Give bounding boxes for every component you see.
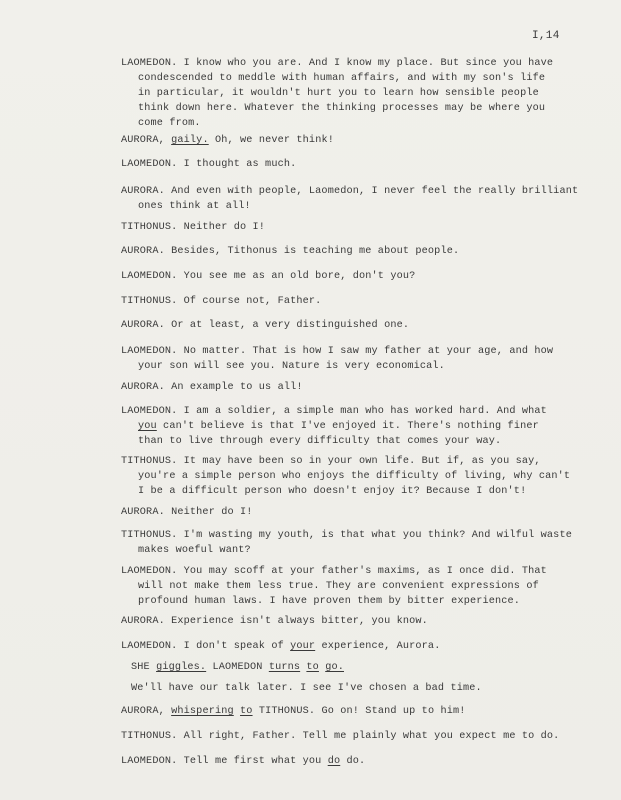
page-number: I,14	[532, 30, 560, 42]
line: AURORA. Or at least, a very distinguished one.	[121, 320, 410, 331]
line: profound human laws. I have proven them by bitter experience.	[138, 596, 521, 607]
speech-laomedon	[121, 157, 296, 172]
speech-tithonus	[121, 454, 570, 499]
line: TITHONUS. All right, Father. Tell me plainly what you expect me to do.	[121, 731, 560, 742]
emphasis: your	[290, 641, 316, 652]
line: LAOMEDON. I know who you are. And I know my place. But since you have	[121, 58, 554, 69]
emphasis: giggles.	[156, 662, 207, 673]
line: LAOMEDON. You may scoff at your father's maxims, as I once did. That	[121, 566, 547, 577]
line: ones think at all!	[138, 201, 251, 212]
line-text: experience, Aurora.	[315, 641, 441, 652]
speech-laomedon	[121, 56, 553, 131]
line	[121, 639, 440, 654]
line: TITHONUS. I'm wasting my youth, is that what you think? And wilful waste	[121, 530, 572, 541]
line: AURORA. And even with people, Laomedon, I never feel the really brilliant	[121, 186, 579, 197]
line-text: can't believe is that I've enjoyed it. There's nothing finer	[156, 421, 539, 432]
line: than to live through every difficulty that comes your way.	[138, 436, 502, 447]
line: LAOMEDON. I thought as much.	[121, 159, 297, 170]
stage-direction	[131, 660, 344, 675]
line: AURORA. An example to us all!	[121, 382, 303, 393]
line: makes woeful want?	[138, 545, 251, 556]
speech-laomedon	[121, 404, 547, 449]
emphasis: do	[327, 756, 341, 767]
speech-laomedon	[121, 564, 547, 609]
line-text: Oh, we never think!	[214, 135, 334, 146]
speaker-name: AURORA,	[121, 135, 165, 146]
line: TITHONUS. Neither do I!	[121, 222, 266, 233]
speech-laomedon	[121, 344, 553, 374]
line: We'll have our talk later. I see I've chosen a bad time.	[131, 683, 482, 694]
speech-laomedon	[121, 639, 440, 654]
line: LAOMEDON. I am a soldier, a simple man who has worked hard. And what	[121, 406, 547, 417]
speaker-name: AURORA,	[121, 706, 165, 717]
speech-aurora	[121, 133, 334, 148]
line: I be a difficult person who doesn't enjoy it? Because I don't!	[138, 486, 527, 497]
line: AURORA. Experience isn't always bitter, you know.	[121, 616, 428, 627]
stage-direction: whispering	[171, 706, 234, 717]
line: AURORA. Besides, Tithonus is teaching me about people.	[121, 246, 460, 257]
speech-tithonus	[121, 729, 559, 744]
line-text: LAOMEDON. Tell me first what you	[121, 756, 328, 767]
emphasis: turns	[268, 662, 301, 673]
stage-direction: gaily.	[171, 135, 209, 146]
line: you're a simple person who enjoys the difficulty of living, why can't	[138, 471, 571, 482]
speech-aurora	[121, 380, 303, 395]
line: your son will see you. Nature is very economical.	[138, 361, 445, 372]
line	[121, 704, 466, 719]
line-text: TITHONUS. Go on! Stand up to him!	[258, 706, 466, 717]
line: think down here. Whatever the thinking processes may be where you	[138, 103, 546, 114]
line: TITHONUS. Of course not, Father.	[121, 296, 322, 307]
line: come from.	[138, 118, 201, 129]
stage-direction: to	[240, 706, 253, 717]
line-text: LAOMEDON	[212, 662, 263, 673]
speech-aurora	[121, 505, 253, 520]
emphasis: to	[306, 662, 319, 673]
speech-laomedon-continued	[131, 681, 482, 696]
line: LAOMEDON. No matter. That is how I saw my father at your age, and how	[121, 346, 554, 357]
line: TITHONUS. It may have been so in your own life. But if, as you say,	[121, 456, 541, 467]
speech-aurora	[121, 318, 409, 333]
speech-aurora	[121, 614, 428, 629]
line	[121, 133, 334, 148]
line	[121, 419, 547, 434]
line: LAOMEDON. You see me as an old bore, don't you?	[121, 271, 416, 282]
speech-aurora	[121, 184, 578, 214]
speech-aurora	[121, 704, 466, 719]
speech-tithonus	[121, 294, 321, 309]
line: in particular, it wouldn't hurt you to learn how sensible people	[138, 88, 539, 99]
speech-laomedon	[121, 269, 415, 284]
speech-laomedon	[121, 754, 365, 769]
line-text: SHE	[131, 662, 150, 673]
emphasis: go.	[325, 662, 344, 673]
speech-tithonus	[121, 220, 265, 235]
line-text: do.	[340, 756, 366, 767]
line	[121, 754, 365, 769]
line: AURORA. Neither do I!	[121, 507, 253, 518]
line	[131, 660, 344, 675]
line: condescended to meddle with human affairs, and with my son's life	[138, 73, 546, 84]
emphasis: you	[138, 421, 157, 432]
speech-aurora	[121, 244, 459, 259]
line: will not make them less true. They are convenient expressions of	[138, 581, 539, 592]
line-text: LAOMEDON. I don't speak of	[121, 641, 291, 652]
speech-tithonus	[121, 528, 572, 558]
